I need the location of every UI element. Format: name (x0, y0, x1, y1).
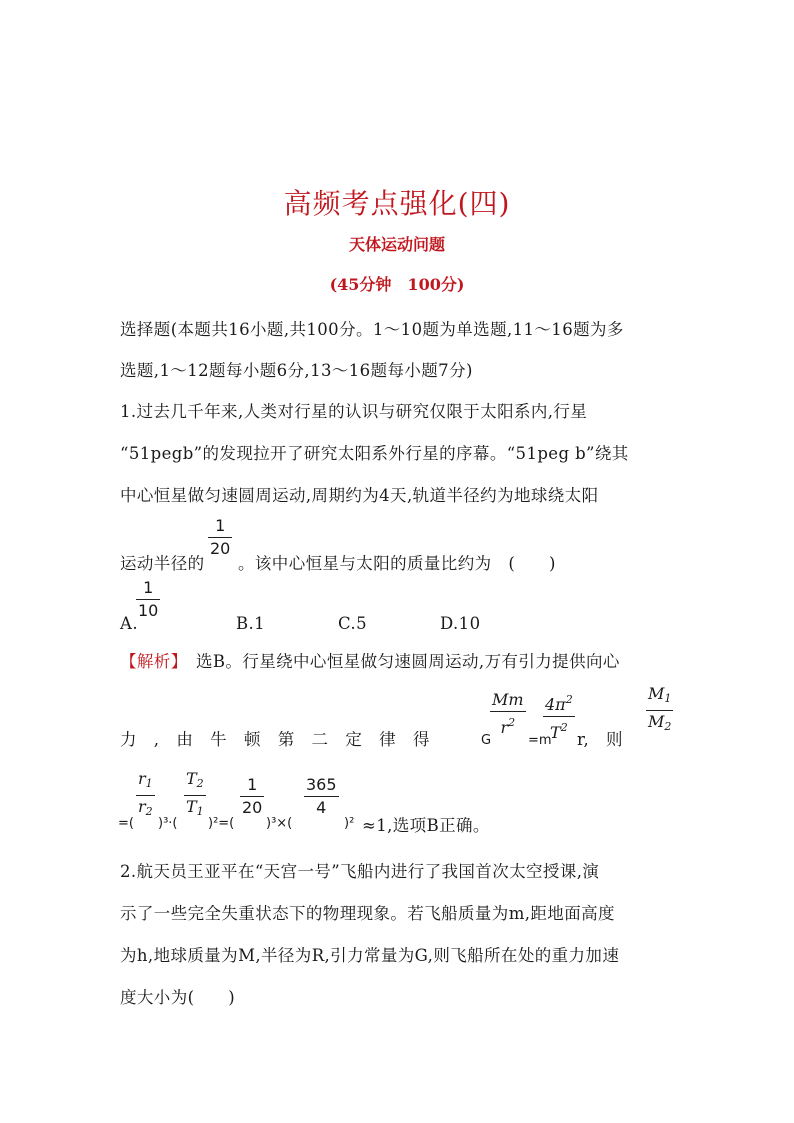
gravitational-constant: G (481, 733, 492, 748)
square-sep: )²=( (208, 816, 235, 831)
q1-fraction-1-20 (208, 516, 232, 559)
fraction-numerator: $4\pi^2$ (545, 693, 573, 714)
analysis-line-2: 力 , 由 牛 顿 第 二 定 律 得 (120, 730, 430, 749)
fraction-numerator: $T_2$ (186, 769, 204, 790)
q2-line-2: 示了一些完全失重状态下的物理现象。若飞船质量为m,距地面高度 (120, 904, 615, 923)
fraction-denominator: $M_2$ (648, 712, 672, 733)
fraction-denominator: $T_1$ (186, 797, 204, 818)
option-c: C.5 (338, 614, 367, 633)
page-title: 高频考点强化(四) (283, 187, 511, 220)
fraction-365-4 (304, 775, 339, 818)
cube-times: )³×( (266, 816, 293, 831)
fraction-1-20-b (240, 775, 264, 818)
fraction-denominator: $T^2$ (550, 721, 568, 742)
q2-line-1: 2.航天员王亚平在“天宫一号”飞船内进行了我国首次太空授课,演 (120, 862, 600, 881)
fraction-numerator: 365 (306, 775, 337, 794)
q2-line-4: 度大小为( ) (120, 988, 236, 1007)
fraction-denominator: 20 (242, 798, 263, 817)
q1-line-4-suffix: 。该中心恒星与太阳的质量比约为 ( ) (238, 554, 556, 573)
option-d: D.10 (440, 614, 481, 633)
fraction-denominator: 10 (138, 601, 159, 620)
analysis-line-1: 选B。行星绕中心恒星做匀速圆周运动,万有引力提供向心 (196, 652, 620, 671)
equals-m: =m (528, 733, 552, 748)
fraction-r1-r2 (136, 769, 155, 822)
q1-line-3: 中心恒星做匀速圆周运动,周期约为4天,轨道半径约为地球绕太阳 (120, 486, 599, 505)
instructions-line-1: 选择题(本题共16小题,共100分。1～10题为单选题,11～16题为多 (120, 320, 624, 339)
fraction-T2-T1 (184, 769, 206, 822)
fraction-4pi2-T2 (543, 690, 575, 743)
fraction-denominator: 20 (210, 539, 231, 558)
q1-line-2: “51pegb”的发现拉开了研究太阳系外行星的序幕。“51peg b”绕其 (120, 444, 629, 463)
fraction-denominator: $r_2$ (138, 797, 153, 818)
option-b: B.1 (236, 614, 266, 633)
analysis-conclusion: ≈1,选项B正确。 (362, 816, 490, 835)
then-text: r, 则 (577, 730, 623, 749)
page-subtitle: 天体运动问题 (348, 235, 445, 254)
fraction-numerator: 1 (215, 516, 226, 535)
fraction-numerator: $M_1$ (648, 684, 672, 705)
fraction-numerator: 1 (247, 775, 258, 794)
option-a-label: A. (120, 614, 138, 633)
square-close: )² (344, 816, 355, 831)
option-a-fraction (136, 578, 160, 621)
fraction-numerator: $r_1$ (138, 769, 153, 790)
fraction-Mm-r2 (490, 690, 526, 738)
q1-line-4-prefix: 运动半径的 (120, 554, 205, 573)
instructions-line-2: 选题,1～12题每小题6分,13～16题每小题7分) (120, 361, 473, 380)
fraction-M1-M2 (646, 684, 673, 737)
fraction-numerator: Mm (492, 690, 524, 709)
analysis-tag: 【解析】 (120, 652, 188, 671)
fraction-denominator: 4 (316, 798, 327, 817)
q1-line-1: 1.过去几千年来,人类对行星的认识与研究仅限于太阳系内,行星 (120, 402, 588, 421)
q2-line-3: 为h,地球质量为M,半径为R,引力常量为G,则飞船所在处的重力加速 (120, 946, 620, 965)
fraction-numerator: 1 (143, 578, 154, 597)
fraction-denominator: $r^2$ (500, 716, 516, 737)
time-score: (45分钟 100分) (329, 275, 465, 294)
cube-sep: )³·( (158, 816, 178, 831)
eq-open: =( (118, 816, 134, 831)
